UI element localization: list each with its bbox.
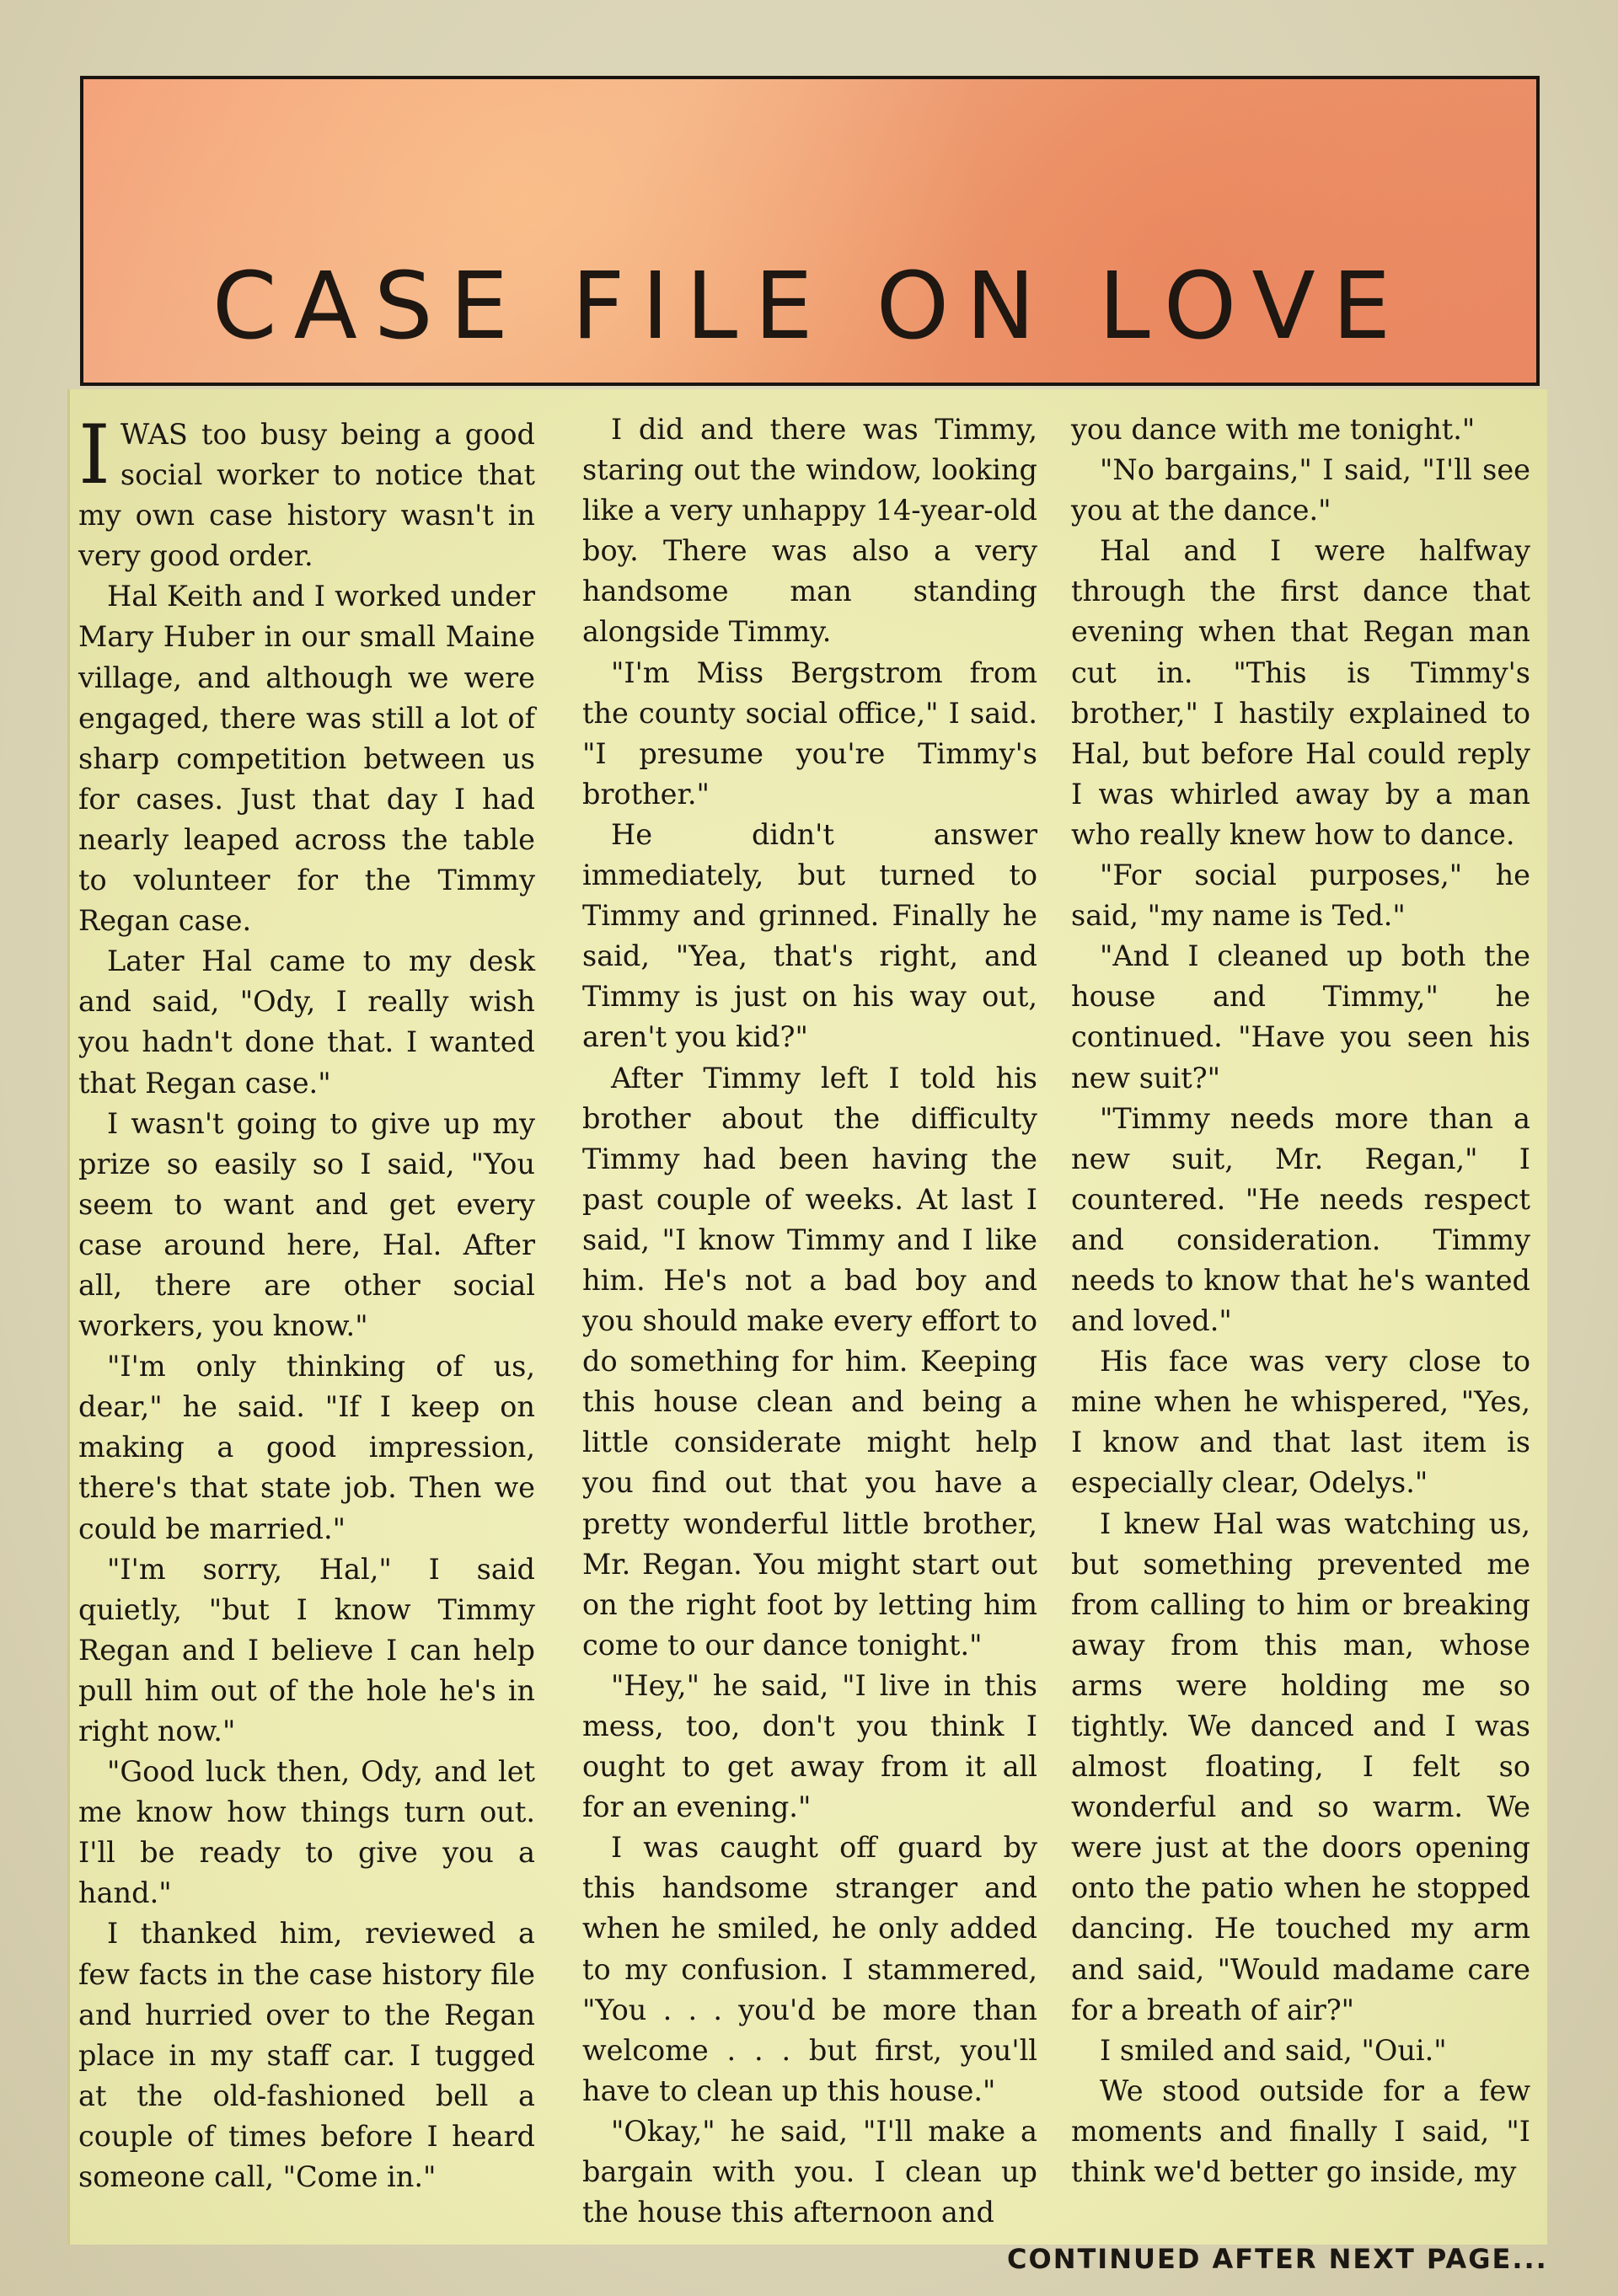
paragraph: I did and there was Timmy, staring out the window, looking like a very unhappy 14-year-old boy. There was also a very handsome man standing alongside Timmy.: [582, 413, 1037, 649]
paragraph: Hal and I were halfway through the first dance that evening when that Regan man cut in. "This is Timmy's brother," I hastily explained to Hal, but before Hal could reply I was whirled away by a man who really knew how to dance.: [1071, 534, 1530, 851]
paragraph: "For social purposes," he said, "my name is Ted.": [1071, 859, 1530, 933]
paragraph: We stood outside for a few moments and finally I said, "I think we'd better go inside, my: [1071, 2074, 1530, 2189]
paragraph: After Timmy left I told his brother about the difficulty Timmy had been having the past couple of weeks. At last I said, "I know Timmy and I like him. He's not a bad boy and you should make every effort to do something for him. Keeping this house clean and being a little considerate might help you find out that you have a pretty wonderful little brother, Mr. Regan. You might start out on the right foot by letting him come to our dance tonight.": [582, 1061, 1037, 1662]
paragraph: "Good luck then, Ody, and let me know how things turn out. I'll be ready to give you a hand.": [78, 1755, 535, 1910]
paragraph: His face was very close to mine when he whispered, "Yes, I know and that last item is especially clear, Odelys.": [1071, 1345, 1530, 1500]
paragraph: "I'm sorry, Hal," I said quietly, "but I know Timmy Regan and I believe I can help pull him out of the hole he's in right now.": [78, 1552, 535, 1747]
paragraph: He didn't answer immediately, but turned to Timmy and grinned. Finally he said, "Yea, that's right, and Timmy is just on his way out, aren't you kid?": [582, 817, 1037, 1054]
paragraph: "Timmy needs more than a new suit, Mr. Regan," I countered. "He needs respect and consideration. Timmy needs to know that he's wanted and loved.": [1071, 1101, 1530, 1338]
paragraph: I wasn't going to give up my prize so easily so I said, "You seem to want and get every case around here, Hal. After all, there are other social workers, you know.": [78, 1106, 535, 1343]
paragraph: "Okay," he said, "I'll make a bargain with you. I clean up the house this afternoon and: [582, 2114, 1037, 2229]
drop-cap: I: [78, 408, 110, 502]
paragraph: Hal Keith and I worked under Mary Huber in our small Maine village, and although we were engaged, there was still a lot of sharp competition between us for cases. Just that day I had nearly leaped across the table to volunteer for the Timmy Regan case.: [78, 580, 535, 938]
paragraph: "Hey," he said, "I live in this mess, too, don't you think I ought to get away from it all for an evening.": [582, 1668, 1037, 1824]
paragraph: I knew Hal was watching us, but something prevented me from calling to him or breaking away from this man, whose arms were holding me so tightly. We danced and I was almost floating, I felt so wonderful and so warm. We were just at the doors opening onto the patio when he stopped dancing. He touched my arm and said, "Would madame care for a breath of air?": [1071, 1507, 1530, 2026]
story-title: CASE FILE ON LOVE: [212, 252, 1408, 360]
paragraph: IWAS too busy being a good social worker to notice that my own case history wasn't in very good order.: [78, 408, 535, 573]
paragraph: "And I cleaned up both the house and Timmy," he continued. "Have you seen his new suit?": [1071, 939, 1530, 1094]
text-column-3: [1071, 409, 1530, 2192]
paragraph: I smiled and said, "Oui.": [1100, 2033, 1447, 2067]
paragraph: "I'm Miss Bergstrom from the county social office," I said. "I presume you're Timmy's brother.": [582, 656, 1037, 811]
story-text-panel: [67, 389, 1547, 2245]
paragraph: you dance with me tonight.": [1071, 413, 1476, 446]
text-column-2: [582, 409, 1037, 2233]
text-column-1: [78, 408, 535, 2197]
continued-notice: CONTINUED AFTER NEXT PAGE...: [1007, 2243, 1548, 2275]
title-banner: [80, 76, 1540, 386]
paragraph: "I'm only thinking of us, dear," he said. "If I keep on making a good impression, there's that state job. Then we could be married.": [78, 1350, 535, 1545]
paragraph: I thanked him, reviewed a few facts in the case history file and hurried over to the Regan place in my staff car. I tugged at the old-fashioned bell a couple of times before I heard someone call, "Come in.": [78, 1917, 535, 2194]
paragraph: I was caught off guard by this handsome stranger and when he smiled, he only added to my confusion. I stammered, "You . . . you'd be more than welcome . . . but first, you'll have to clean up this house.": [582, 1831, 1037, 2107]
paragraph: Later Hal came to my desk and said, "Ody, I really wish you hadn't done that. I wanted that Regan case.": [78, 945, 535, 1100]
paragraph: "No bargains," I said, "I'll see you at the dance.": [1071, 453, 1530, 527]
